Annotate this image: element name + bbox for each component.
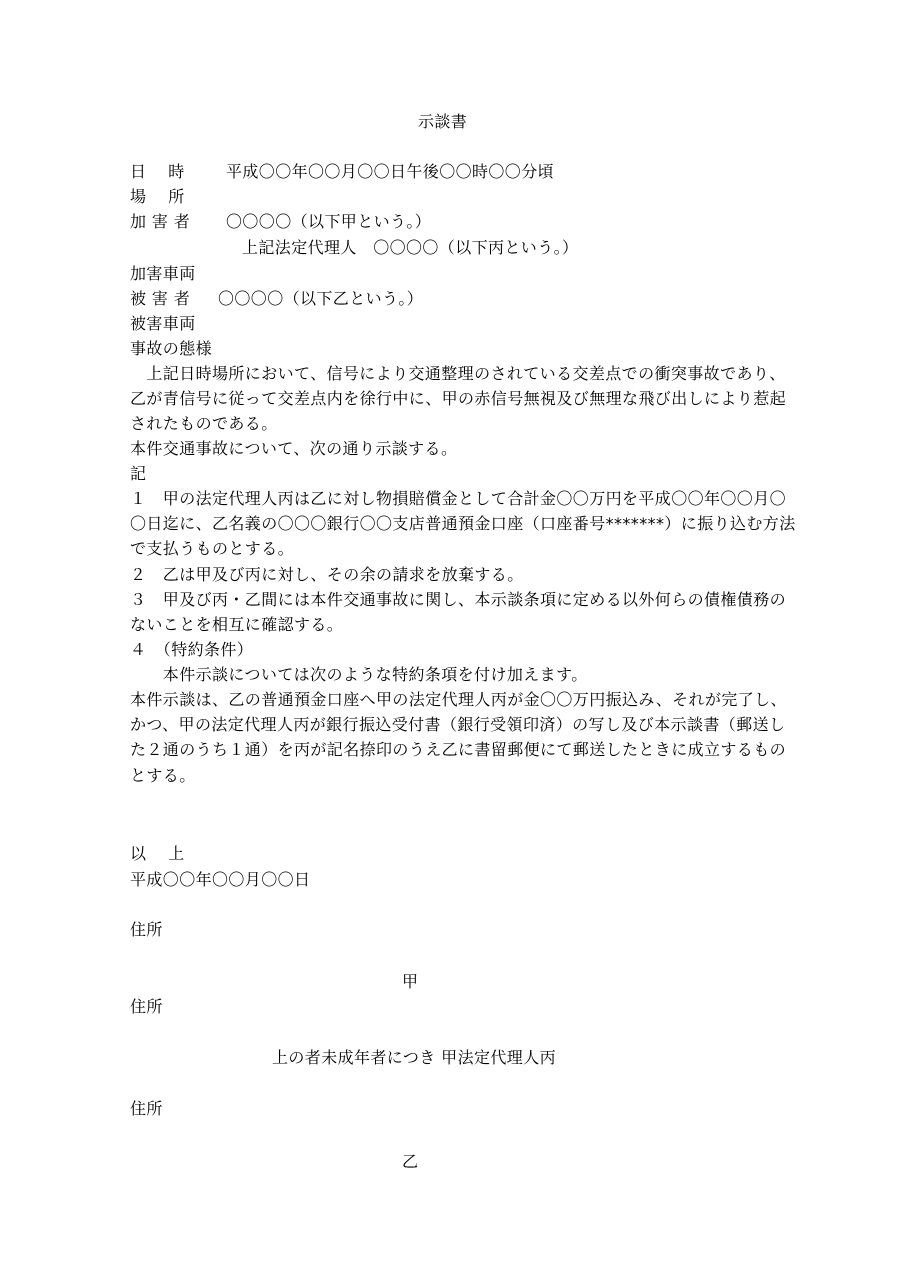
datetime-label: 日 時 [130,162,185,181]
clause-line: ３ 甲及び丙・乙間には本件交通事故に関し、本示談条項に定める以外何らの債権債務の [130,590,787,609]
clause-line: た２通のうち１通）を丙が記名捺印のうえ乙に書留郵便にて郵送したときに成立するもの [130,740,787,759]
accident-line: 上記日時場所において、信号により交通整理のされている交差点での衝突事故であり、 [130,364,786,383]
clause-line: で支払うものとする。 [130,539,295,558]
guardian-sign-line: 上の者未成年者につき 甲法定代理人丙 [272,1048,556,1067]
clause-line: ４ （特約条件） [130,640,254,659]
clause-line: 本件示談は、乙の普通預金口座へ甲の法定代理人丙が金〇〇万円振込み、それが完了し、 [130,690,787,709]
closing-ijou: 以 上 [130,844,185,863]
offender-vehicle-label: 加害車両 [130,264,196,283]
victim-value: 〇〇〇〇（以下乙という。） [218,289,424,308]
settlement-intro: 本件交通事故について、次の通り示談する。 [130,439,458,458]
victim-vehicle-label: 被害車両 [130,314,196,333]
datetime-value: 平成〇〇年〇〇月〇〇日午後〇〇時〇〇分頃 [226,162,555,181]
victim-label: 被 害 者 [130,289,191,308]
address-label: 住所 [130,1099,163,1118]
address-label: 住所 [130,997,163,1016]
document-title: 示談書 [418,112,468,131]
clause-line: 〇日迄に、乙名義の〇〇〇銀行〇〇支店普通預金口座（口座番号*******）に振り込む方法 [130,514,796,533]
accident-heading: 事故の態様 [130,339,213,358]
date-line: 平成〇〇年〇〇月〇〇日 [130,870,311,889]
clause-line: １ 甲の法定代理人丙は乙に対し物損賠償金として合計金〇〇万円を平成〇〇年〇〇月〇 [130,489,787,508]
accident-line: 乙が青信号に従って交差点内を徐行中に、甲の赤信号無視及び無理な飛び出しにより惹起 [130,389,787,408]
offender-value: 〇〇〇〇（以下甲という。） [226,212,432,231]
place-label: 場 所 [130,187,185,206]
clause-line: かつ、甲の法定代理人丙が銀行振込受付書（銀行受領印済）の写し及び本示談書（郵送し [130,715,786,734]
clause-line: とする。 [130,766,196,785]
address-label: 住所 [130,920,163,939]
party-ko: 甲 [402,972,419,991]
clause-line: ２ 乙は甲及び丙に対し、その余の請求を放棄する。 [130,565,524,584]
party-otsu: 乙 [402,1152,419,1171]
clause-line: ないことを相互に確認する。 [130,615,344,634]
offender-label: 加 害 者 [130,212,191,231]
clause-line: 本件示談については次のような特約条項を付け加えます。 [130,665,588,684]
accident-line: されたものである。 [130,414,278,433]
ki-heading: 記 [130,464,147,483]
guardian-line: 上記法定代理人 〇〇〇〇（以下丙という。） [242,238,579,257]
